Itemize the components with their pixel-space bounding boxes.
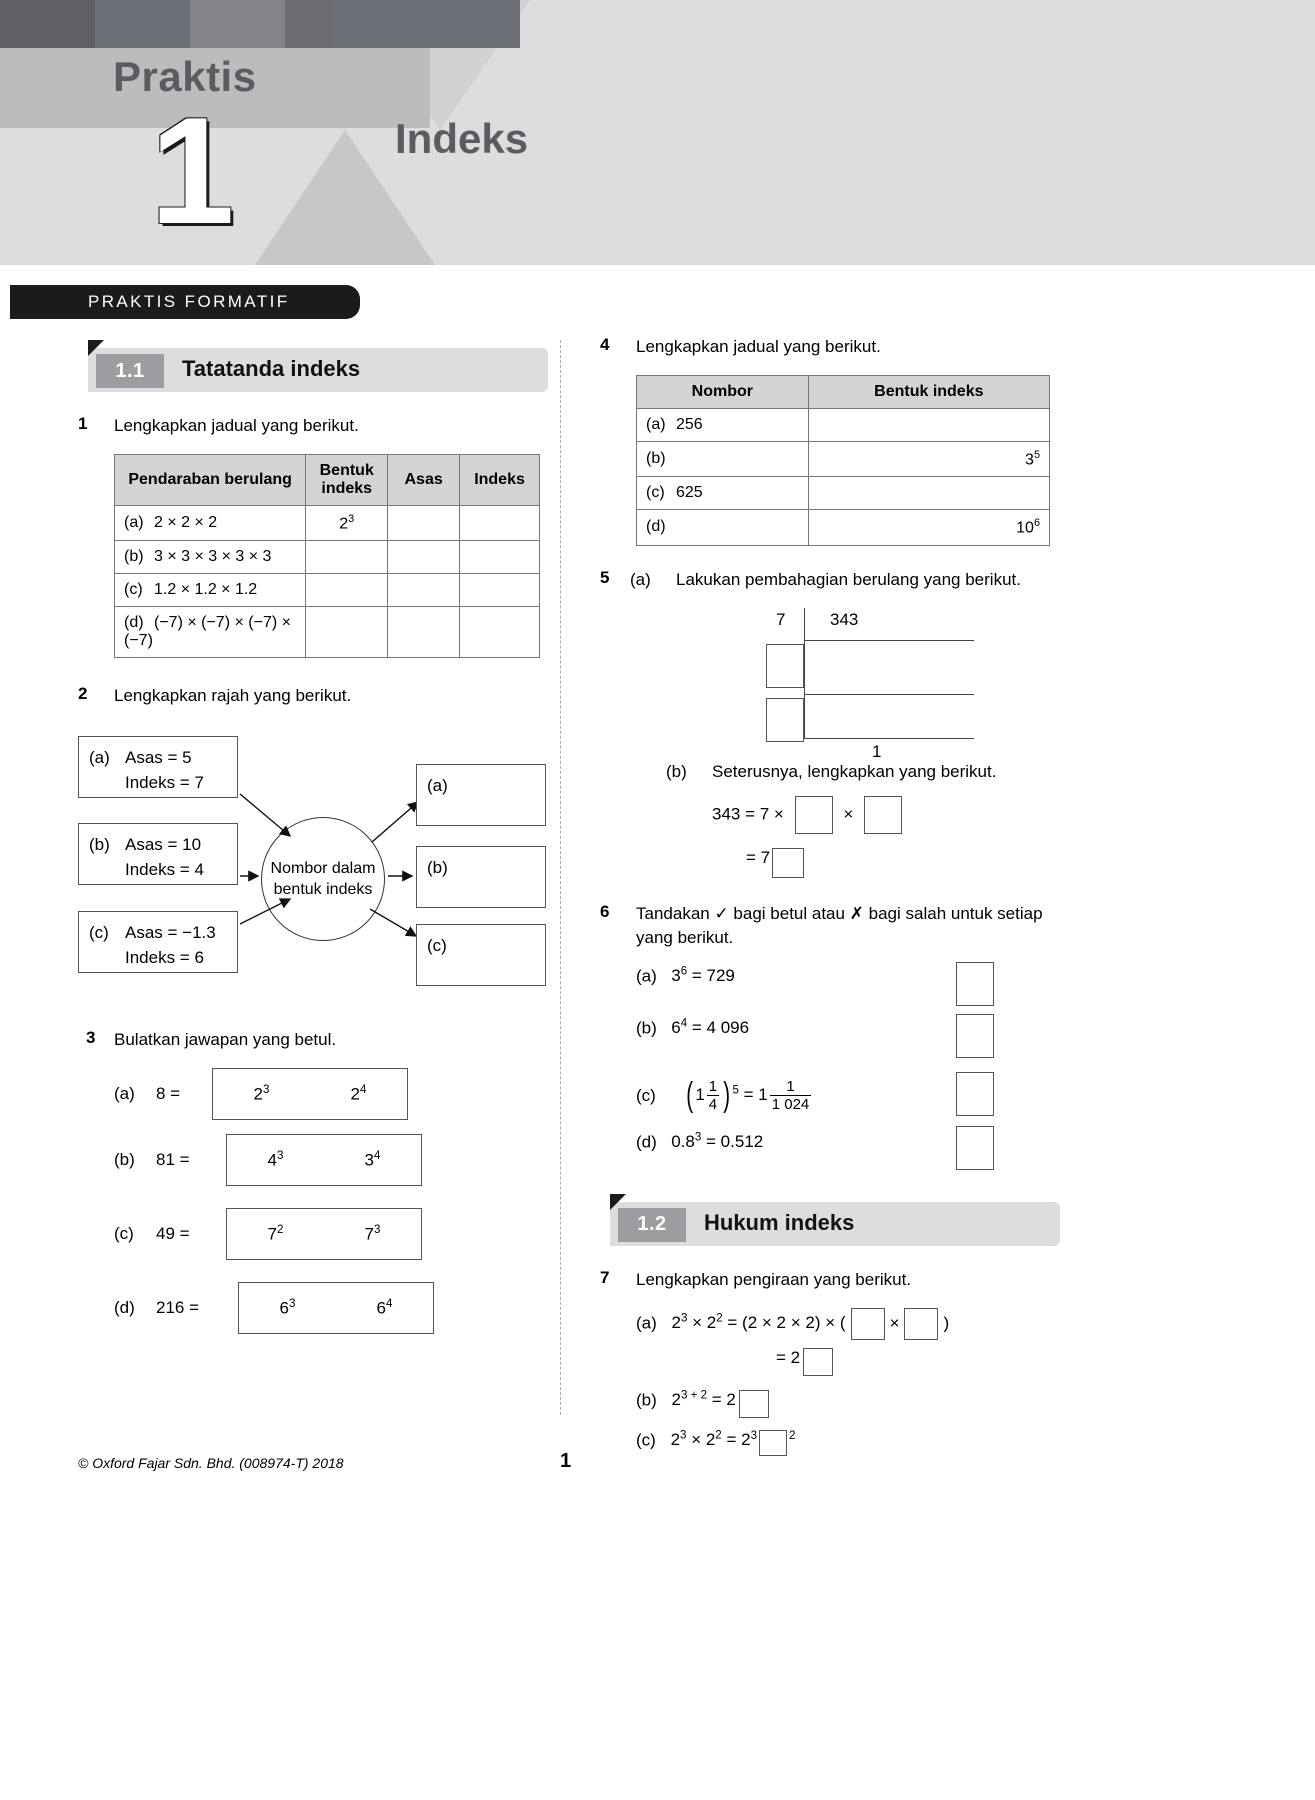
index-form-exponent: 3	[348, 513, 355, 525]
q6-label-d: (d)	[636, 1132, 657, 1152]
q3-label-b: (b)	[114, 1150, 135, 1170]
q6-expr-a	[671, 966, 735, 985]
q3-value-a: 8 =	[156, 1084, 181, 1104]
q3-option-b2[interactable]	[365, 1150, 381, 1171]
q7-a-exp2: 2	[716, 1312, 723, 1325]
q5-eq1-input-2[interactable]	[864, 796, 902, 834]
banner-chapter-title: Indeks	[395, 115, 529, 162]
right-column	[600, 335, 1060, 1456]
table-row	[115, 541, 540, 574]
q7-c-eq: = 2	[726, 1430, 751, 1450]
q7-b-exp: 3 + 2	[680, 1389, 707, 1402]
q7-a-mid: × 2	[692, 1313, 717, 1333]
q3-d1-exp: 3	[289, 1298, 296, 1310]
question-5b	[666, 760, 1060, 784]
q6-d-rhs: = 0.512	[706, 1132, 764, 1152]
diagram-label-c: (c)	[89, 923, 109, 943]
q3-label-c: (c)	[114, 1224, 134, 1244]
question-6-number: 6	[600, 901, 610, 921]
q3-c1-base: 7	[267, 1224, 278, 1244]
cell-repeated	[115, 607, 306, 658]
q3-b2-base: 3	[364, 1150, 375, 1170]
q6-c-den: 4	[708, 1095, 718, 1113]
diagram-output-label-b: (b)	[427, 858, 448, 878]
q3-a1-exp: 3	[263, 1084, 270, 1096]
q3-option-b1[interactable]	[268, 1150, 284, 1171]
question-4-number: 4	[600, 335, 610, 354]
diagram-b-line1: Asas = 10	[125, 835, 202, 855]
row-value: 256	[676, 416, 703, 433]
question-1-prompt: Lengkapkan jadual yang berikut.	[114, 416, 359, 435]
formative-practice-tab	[10, 285, 360, 319]
division-rule-2	[804, 694, 974, 695]
question-3-item-d	[114, 1282, 548, 1356]
q6-expr-b	[671, 1018, 749, 1037]
row-label: (b)	[124, 548, 144, 566]
q7-c-post-sup: 2	[788, 1429, 796, 1442]
division-rule-3	[804, 738, 974, 739]
cell-base[interactable]	[388, 574, 460, 607]
q7-c-exp1: 3	[680, 1429, 687, 1442]
section-header-1-2	[600, 1194, 1060, 1246]
q7-a-close: )	[943, 1313, 950, 1333]
cell-repeated	[115, 541, 306, 574]
q6-label-a: (a)	[636, 966, 657, 986]
formative-practice-label: PRAKTIS FORMATIF	[88, 292, 290, 311]
q3-option-d1[interactable]	[280, 1298, 296, 1319]
footer-copyright: © Oxford Fajar Sdn. Bhd. (008974-T) 2018	[78, 1455, 344, 1471]
row-value: 1.2 × 1.2 × 1.2	[154, 581, 258, 599]
arrow-c-out	[370, 909, 416, 936]
division-final-quotient: 1	[872, 741, 882, 761]
index-exp: 5	[1033, 449, 1040, 461]
cell-index[interactable]	[460, 574, 540, 607]
question-6-item-a	[636, 966, 1060, 1018]
cell-number[interactable]	[637, 409, 809, 442]
row-value: 3 × 3 × 3 × 3 × 3	[154, 548, 272, 566]
q7-label-c: (c)	[636, 1430, 656, 1450]
q5-part-a-label: (a)	[630, 569, 651, 589]
cell-repeated	[115, 574, 306, 607]
question-3	[78, 1028, 548, 1052]
cell-index-form[interactable]	[808, 510, 1049, 545]
division-rule-1	[804, 640, 974, 641]
q7-b-expr	[672, 1390, 736, 1409]
q7-c-expr	[671, 1430, 751, 1449]
left-column	[78, 340, 548, 1356]
q7-label-b: (b)	[636, 1390, 657, 1410]
q6-a-rhs: = 729	[691, 966, 735, 986]
q5-part-a-prompt: Lakukan pembahagian berulang yang berikut.	[676, 569, 1021, 589]
q3-c2-exp: 3	[374, 1224, 381, 1236]
q6-b-rhs: = 4 096	[691, 1018, 750, 1038]
q6-c-power: 5	[732, 1083, 739, 1096]
column-header-base: Asas	[388, 455, 460, 506]
row-label: (a)	[124, 514, 144, 532]
column-header-index-form: Bentuk indeks	[306, 455, 388, 506]
q6-answer-box-a[interactable]	[956, 962, 994, 1006]
table-row	[637, 510, 1050, 545]
table-row	[637, 409, 1050, 442]
q3-option-a1[interactable]	[254, 1084, 270, 1105]
q5-eq1-times: ×	[843, 804, 854, 824]
diagram-output-box-a[interactable]	[416, 764, 546, 826]
q3-b1-exp: 3	[277, 1150, 284, 1162]
diagram-output-box-b[interactable]	[416, 846, 546, 908]
question-7-item-a	[636, 1308, 1060, 1340]
q3-choice-box-a[interactable]	[212, 1068, 408, 1120]
cell-repeated	[115, 506, 306, 541]
row-value: 625	[676, 484, 703, 502]
right-paren-icon: )	[723, 1076, 731, 1115]
q3-option-c2[interactable]	[365, 1224, 381, 1245]
banner-dark-block-b	[190, 0, 285, 48]
q3-choice-box-b[interactable]	[226, 1134, 422, 1186]
question-3-item-b	[114, 1134, 548, 1208]
q6-answer-box-c[interactable]	[956, 1072, 994, 1116]
table-row	[637, 442, 1050, 477]
question-7-number: 7	[600, 1267, 610, 1287]
q3-a1-base: 2	[253, 1084, 264, 1104]
q6-a-base: 3	[671, 966, 681, 986]
q6-label-b: (b)	[636, 1018, 657, 1038]
cell-index-form[interactable]	[306, 607, 388, 658]
q6-c-whole: 1	[695, 1084, 705, 1104]
q5-equation-line-1	[712, 796, 1060, 834]
division-vertical-rule	[804, 608, 805, 738]
question-1-number: 1	[78, 414, 88, 433]
q3-label-a: (a)	[114, 1084, 135, 1104]
q3-option-a2[interactable]	[351, 1084, 367, 1105]
q6-answer-box-d[interactable]	[956, 1126, 994, 1170]
section-title: Tatatanda indeks	[182, 356, 361, 381]
banner-practice-label: Praktis	[113, 53, 257, 100]
row-label: (a)	[646, 416, 666, 433]
q3-c2-base: 7	[364, 1224, 375, 1244]
q6-b-base: 6	[671, 1018, 681, 1038]
q7-a-line2-text: = 2	[776, 1347, 801, 1367]
question-2-number: 2	[78, 684, 88, 704]
section-header-1-1	[78, 340, 548, 392]
column-header-number: Nombor	[637, 376, 809, 409]
q7-c-exp2: 2	[715, 1429, 722, 1442]
division-divisor: 7	[776, 609, 786, 629]
column-header-index-form: Bentuk indeks	[808, 376, 1049, 409]
q3-value-c: 49 =	[156, 1224, 190, 1244]
page-banner	[0, 0, 1315, 265]
table-row	[115, 506, 540, 541]
q5-eq2-prefix: = 7	[746, 847, 771, 867]
q3-d2-base: 6	[376, 1298, 387, 1318]
question-1	[78, 414, 548, 438]
division-divisor-input-1[interactable]	[766, 644, 804, 688]
cell-index-form[interactable]	[808, 477, 1049, 510]
diagram-c-line2: Indeks = 6	[125, 948, 204, 968]
row-label: (c)	[646, 484, 665, 502]
q5-eq1-prefix: 343 = 7 ×	[712, 804, 784, 824]
cell-index-form[interactable]	[306, 574, 388, 607]
q3-b1-base: 4	[267, 1150, 278, 1170]
q3-b2-exp: 4	[374, 1150, 381, 1162]
row-label: (d)	[646, 518, 666, 536]
column-header-repeated: Pendaraban berulang	[115, 455, 306, 506]
q6-a-exp: 6	[680, 965, 688, 978]
question-6-item-b	[636, 1018, 1060, 1070]
question-4-table	[636, 375, 1050, 546]
row-value: (−7) × (−7) × (−7) × (−7)	[124, 614, 291, 650]
q3-option-d2[interactable]	[377, 1298, 393, 1319]
question-4-prompt: Lengkapkan jadual yang berikut.	[636, 337, 881, 356]
row-label: (c)	[124, 581, 143, 599]
q5-part-b-prompt: Seterusnya, lengkapkan yang berikut.	[712, 761, 997, 781]
diagram-label-a: (a)	[89, 748, 110, 768]
q5-eq1-input-1[interactable]	[795, 796, 833, 834]
cell-index-form[interactable]	[306, 506, 388, 541]
q3-value-b: 81 =	[156, 1150, 190, 1170]
q7-a-expr	[672, 1313, 846, 1332]
q3-d1-base: 6	[279, 1298, 290, 1318]
question-5a	[630, 568, 1060, 592]
question-6-prompt: Tandakan ✓ bagi betul atau ✗ bagi salah untuk setiap yang berikut.	[636, 903, 1043, 947]
cell-index-form[interactable]	[306, 541, 388, 574]
q6-c-rhs-whole: = 1	[743, 1084, 768, 1104]
q7-a-line2	[776, 1348, 1060, 1376]
q6-label-c: (c)	[636, 1085, 656, 1105]
diagram-output-label-a: (a)	[427, 776, 448, 796]
q3-d2-exp: 4	[386, 1298, 393, 1310]
row-label: (d)	[124, 614, 144, 632]
q7-a-eq: = (2 × 2 × 2) × (	[727, 1313, 846, 1333]
section-number: 1.2	[618, 1208, 686, 1242]
q7-b-base: 2	[671, 1390, 681, 1410]
diagram-a-line1: Asas = 5	[125, 748, 192, 768]
q6-expr-d	[671, 1132, 763, 1151]
q3-choice-box-d[interactable]	[238, 1282, 434, 1334]
question-1-table	[114, 454, 540, 658]
diagram-output-box-c[interactable]	[416, 924, 546, 986]
column-divider	[560, 340, 561, 1415]
section-number: 1.1	[96, 354, 164, 388]
question-3-number: 3	[86, 1028, 96, 1048]
q7-label-a: (a)	[636, 1313, 657, 1333]
division-dividend: 343	[830, 609, 859, 629]
q7-c-mid: × 2	[691, 1430, 716, 1450]
table-header-row	[115, 455, 540, 506]
diagram-center-label: Nombor dalam bentuk indeks	[270, 860, 376, 899]
diagram-c-line1: Asas = −1.3	[125, 923, 216, 943]
index-exp: 6	[1033, 517, 1040, 530]
index-form-base: 2	[339, 515, 349, 533]
q3-choice-box-c[interactable]	[226, 1208, 422, 1260]
q7-c-base1: 2	[670, 1430, 681, 1450]
q6-c-rhs-den: 1 024	[771, 1095, 810, 1113]
cell-index[interactable]	[460, 541, 540, 574]
q3-a2-base: 2	[350, 1084, 361, 1104]
q3-value-d: 216 =	[156, 1298, 200, 1318]
q3-c1-exp: 2	[277, 1224, 284, 1236]
arrow-a-in	[240, 794, 290, 836]
index-base: 10	[1016, 519, 1034, 537]
q6-d-base: 0.8	[671, 1132, 695, 1152]
diagram-a-line2: Indeks = 7	[125, 773, 204, 793]
section-title: Hukum indeks	[704, 1209, 855, 1235]
cell-index-form[interactable]	[808, 442, 1049, 477]
diagram-b-line2: Indeks = 4	[125, 860, 204, 880]
page-number: 1	[560, 1450, 572, 1472]
q7-a-line2-input[interactable]	[803, 1348, 833, 1376]
q7-a-input-2[interactable]	[904, 1308, 938, 1340]
cell-base[interactable]	[388, 506, 460, 541]
question-6-item-c	[636, 1070, 1060, 1132]
division-divisor-input-2[interactable]	[766, 698, 804, 742]
banner-dark-block-c	[285, 0, 335, 48]
question-6-item-d	[636, 1132, 1060, 1184]
cell-index[interactable]	[460, 607, 540, 658]
left-paren-icon: (	[686, 1076, 694, 1115]
q6-answer-box-b[interactable]	[956, 1014, 994, 1058]
q7-b-eq: = 2	[711, 1390, 736, 1410]
question-5-division-diagram	[720, 608, 980, 761]
cell-base[interactable]	[388, 607, 460, 658]
cell-number[interactable]	[637, 442, 809, 477]
question-7-item-c	[636, 1430, 1060, 1456]
diagram-label-b: (b)	[89, 835, 110, 855]
q7-a-times: ×	[889, 1313, 900, 1333]
q7-c-pre-sup: 3	[750, 1429, 757, 1442]
table-row	[115, 574, 540, 607]
question-5-number: 5	[600, 567, 610, 587]
cell-number[interactable]	[637, 510, 809, 545]
q6-d-exp: 3	[694, 1131, 702, 1144]
row-value: 2 × 2 × 2	[154, 514, 218, 532]
question-5	[600, 568, 1060, 592]
q7-a-exp1: 3	[680, 1312, 688, 1325]
question-3-prompt: Bulatkan jawapan yang betul.	[114, 1030, 337, 1050]
row-label: (b)	[646, 450, 666, 468]
banner-dark-block-a	[0, 0, 95, 48]
arrow-a-out	[372, 802, 418, 842]
question-2-prompt: Lengkapkan rajah yang berikut.	[114, 686, 352, 706]
question-2	[78, 684, 548, 708]
diagram-output-label-c: (c)	[427, 936, 447, 956]
q7-c-input[interactable]	[759, 1430, 787, 1456]
q6-expr-c	[684, 1078, 813, 1113]
cell-index-form[interactable]	[808, 409, 1049, 442]
q3-option-c1[interactable]	[268, 1224, 284, 1245]
table-row	[637, 477, 1050, 510]
question-6	[600, 902, 1060, 950]
question-3-item-c	[114, 1208, 548, 1282]
q5-eq2-input[interactable]	[772, 848, 804, 878]
question-7	[600, 1268, 1060, 1292]
q3-a2-exp: 4	[360, 1084, 367, 1096]
table-row	[115, 607, 540, 658]
question-7-prompt: Lengkapkan pengiraan yang berikut.	[636, 1269, 912, 1289]
cell-index[interactable]	[460, 506, 540, 541]
column-header-index: Indeks	[460, 455, 540, 506]
q5-part-b-label: (b)	[666, 761, 687, 781]
q5-equation-line-2	[746, 848, 1060, 878]
q7-b-input[interactable]	[739, 1390, 769, 1418]
q6-c-num: 1	[708, 1077, 718, 1095]
q7-a-base1: 2	[671, 1313, 681, 1333]
q6-c-rhs-num: 1	[770, 1078, 812, 1096]
question-2-diagram	[78, 724, 548, 994]
question-4	[600, 335, 1060, 359]
q6-c-fraction	[707, 1078, 719, 1113]
cell-base[interactable]	[388, 541, 460, 574]
q3-label-d: (d)	[114, 1298, 135, 1318]
question-3-item-a	[114, 1068, 548, 1134]
banner-chapter-number: 1	[150, 86, 235, 256]
table-header-row	[637, 376, 1050, 409]
arrow-c-in	[240, 899, 290, 924]
q6-c-rhs-fraction	[770, 1078, 812, 1113]
cell-number[interactable]	[637, 477, 809, 510]
index-base: 3	[1025, 451, 1034, 469]
question-7-item-b	[636, 1390, 1060, 1418]
q6-b-exp: 4	[680, 1017, 688, 1030]
q7-a-input-1[interactable]	[851, 1308, 885, 1340]
